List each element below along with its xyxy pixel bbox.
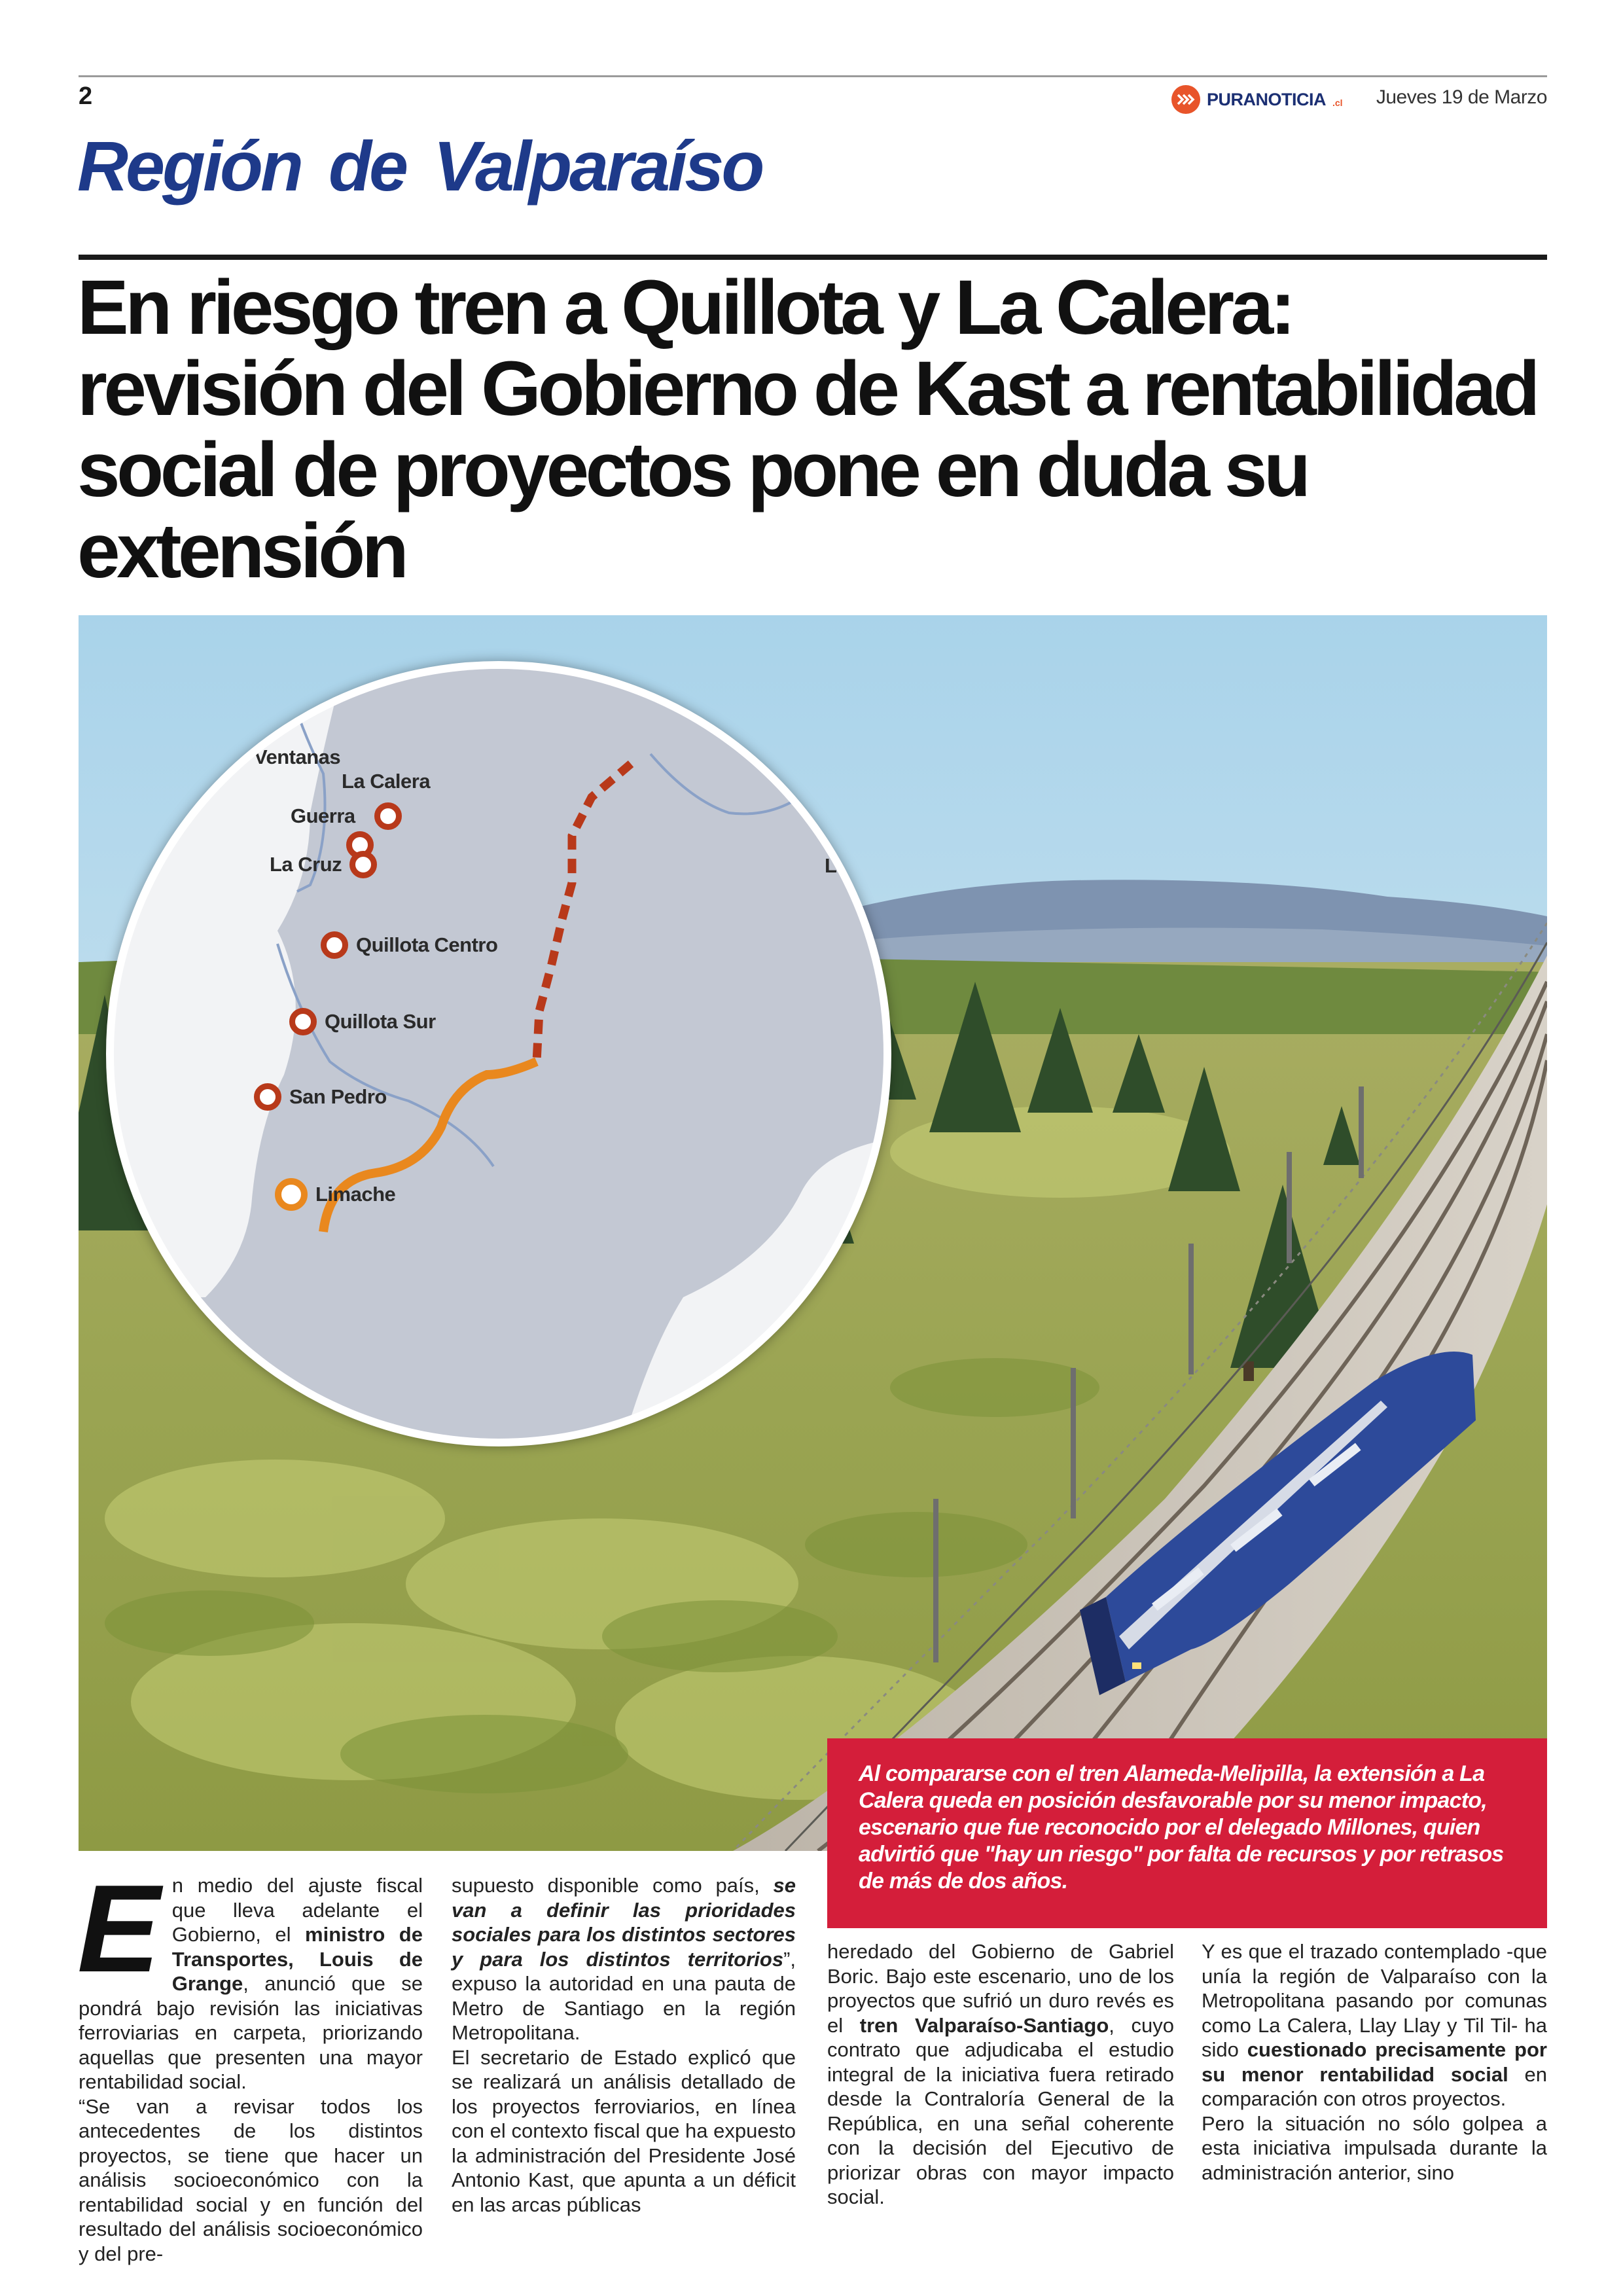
brand-suffix: .cl bbox=[1332, 98, 1343, 108]
paragraph: heredado del Gobierno de Gabriel Boric. Bajo este escenario, uno de los proyectos que sufrió un duro revés es el tren Valparaíso-Santiago, cuyo contrato que adjudicaba el estudio integral de la iniciativa fuera retirado desde la Contraloría General de la República, en una señal coherente con la decisión del Ejecutivo de priorizar obras con mayor impacto social. bbox=[827, 1940, 1174, 2208]
station-la-cruz: La Cruz bbox=[270, 851, 377, 878]
station-la-calera: La Calera bbox=[342, 770, 431, 793]
page-number: 2 bbox=[79, 82, 93, 110]
body-column-2 bbox=[452, 1873, 796, 2217]
station-guerra: Guerra bbox=[291, 804, 355, 827]
station-marker-icon bbox=[254, 1083, 281, 1111]
route-map bbox=[106, 661, 891, 1446]
paragraph: Pero la situación no sólo golpea a esta iniciativa impulsada durante la administración anterior, sino bbox=[1202, 2111, 1547, 2184]
paragraph: Y es que el trazado contemplado -que unía la región de Valparaíso con la Metropolitana pasando por comunas como La Calera, Llay Llay y Til Til- ha sido cuestionado precisamente por su menor rentabilidad social en comparación con otros proyectos. bbox=[1202, 1940, 1547, 2110]
paragraph: supuesto disponible como país, se van a definir las prioridades sociales para los distintos sectores y para los distintos territorios”, expuso la autoridad en una pauta de Metro de Santiago en la región Metropolitana. bbox=[452, 1874, 796, 2044]
station-marker-icon bbox=[275, 1178, 308, 1211]
station-marker-icon bbox=[349, 851, 377, 878]
station-quillota-sur: Quillota Sur bbox=[289, 1008, 436, 1035]
body-column-4 bbox=[1202, 1939, 1547, 2185]
section-title: Región de Valparaíso bbox=[77, 126, 762, 206]
top-rule bbox=[79, 75, 1547, 77]
headline: En riesgo tren a Quillota y La Calera: revisión del Gobierno de Kast a rentabilidad social de proyectos pone en duda su extensión bbox=[77, 264, 1537, 594]
issue-date: Jueves 19 de Marzo bbox=[1376, 86, 1547, 108]
station-marker-icon bbox=[374, 802, 402, 830]
pull-quote: Al compararse con el tren Alameda-Melipilla, la extensión a La Calera queda en posición desfavorable por su menor impacto, escenario que fue reconocido por el delegado Millones, quien advirtió que "hay un riesgo" por falta de recursos y por retrasos de más de dos años. bbox=[827, 1738, 1547, 1928]
station-marker-icon bbox=[321, 931, 348, 959]
station-san-pedro: San Pedro bbox=[254, 1083, 387, 1111]
body-column-3 bbox=[827, 1939, 1174, 2210]
brand-name: PURANOTICIA bbox=[1207, 89, 1326, 109]
drop-cap: E bbox=[77, 1859, 160, 1998]
paragraph: El secretario de Estado explicó que se realizará un análisis detallado de los proyectos ferroviarios, en línea con el contexto fiscal que ha expuesto la administración del Presidente José Antonio Kast, que apunta a un déficit en las arcas públicas bbox=[452, 2045, 796, 2216]
station-quillota-centro: Quillota Centro bbox=[321, 931, 497, 959]
paragraph: n medio del ajuste fiscal que lleva adelante el Gobierno, el ministro de Transportes, Louis de Grange, anunció que se pondrá bajo revisión las iniciativas ferroviarias en carpeta, priorizando aquellas que presenten una mayor rentabilidad social. bbox=[79, 1874, 423, 2093]
chevrons-icon bbox=[1171, 85, 1200, 114]
brand-logo[interactable] bbox=[1171, 85, 1343, 114]
paragraph: “Se van a revisar todos los antecedentes de los distintos proyectos, se tiene que hacer un análisis socioeconómico con la rentabilidad social y en función del resultado del análisis socioeconómico y del pre- bbox=[79, 2094, 423, 2265]
station-limache: Limache bbox=[275, 1178, 395, 1211]
station-marker-icon bbox=[289, 1008, 317, 1035]
station-ventanas: Ventanas bbox=[224, 745, 340, 769]
station-los: Los bbox=[825, 854, 860, 877]
station-marker-icon bbox=[224, 746, 246, 768]
title-rule bbox=[79, 255, 1547, 260]
body-column-1 bbox=[77, 1859, 423, 2266]
